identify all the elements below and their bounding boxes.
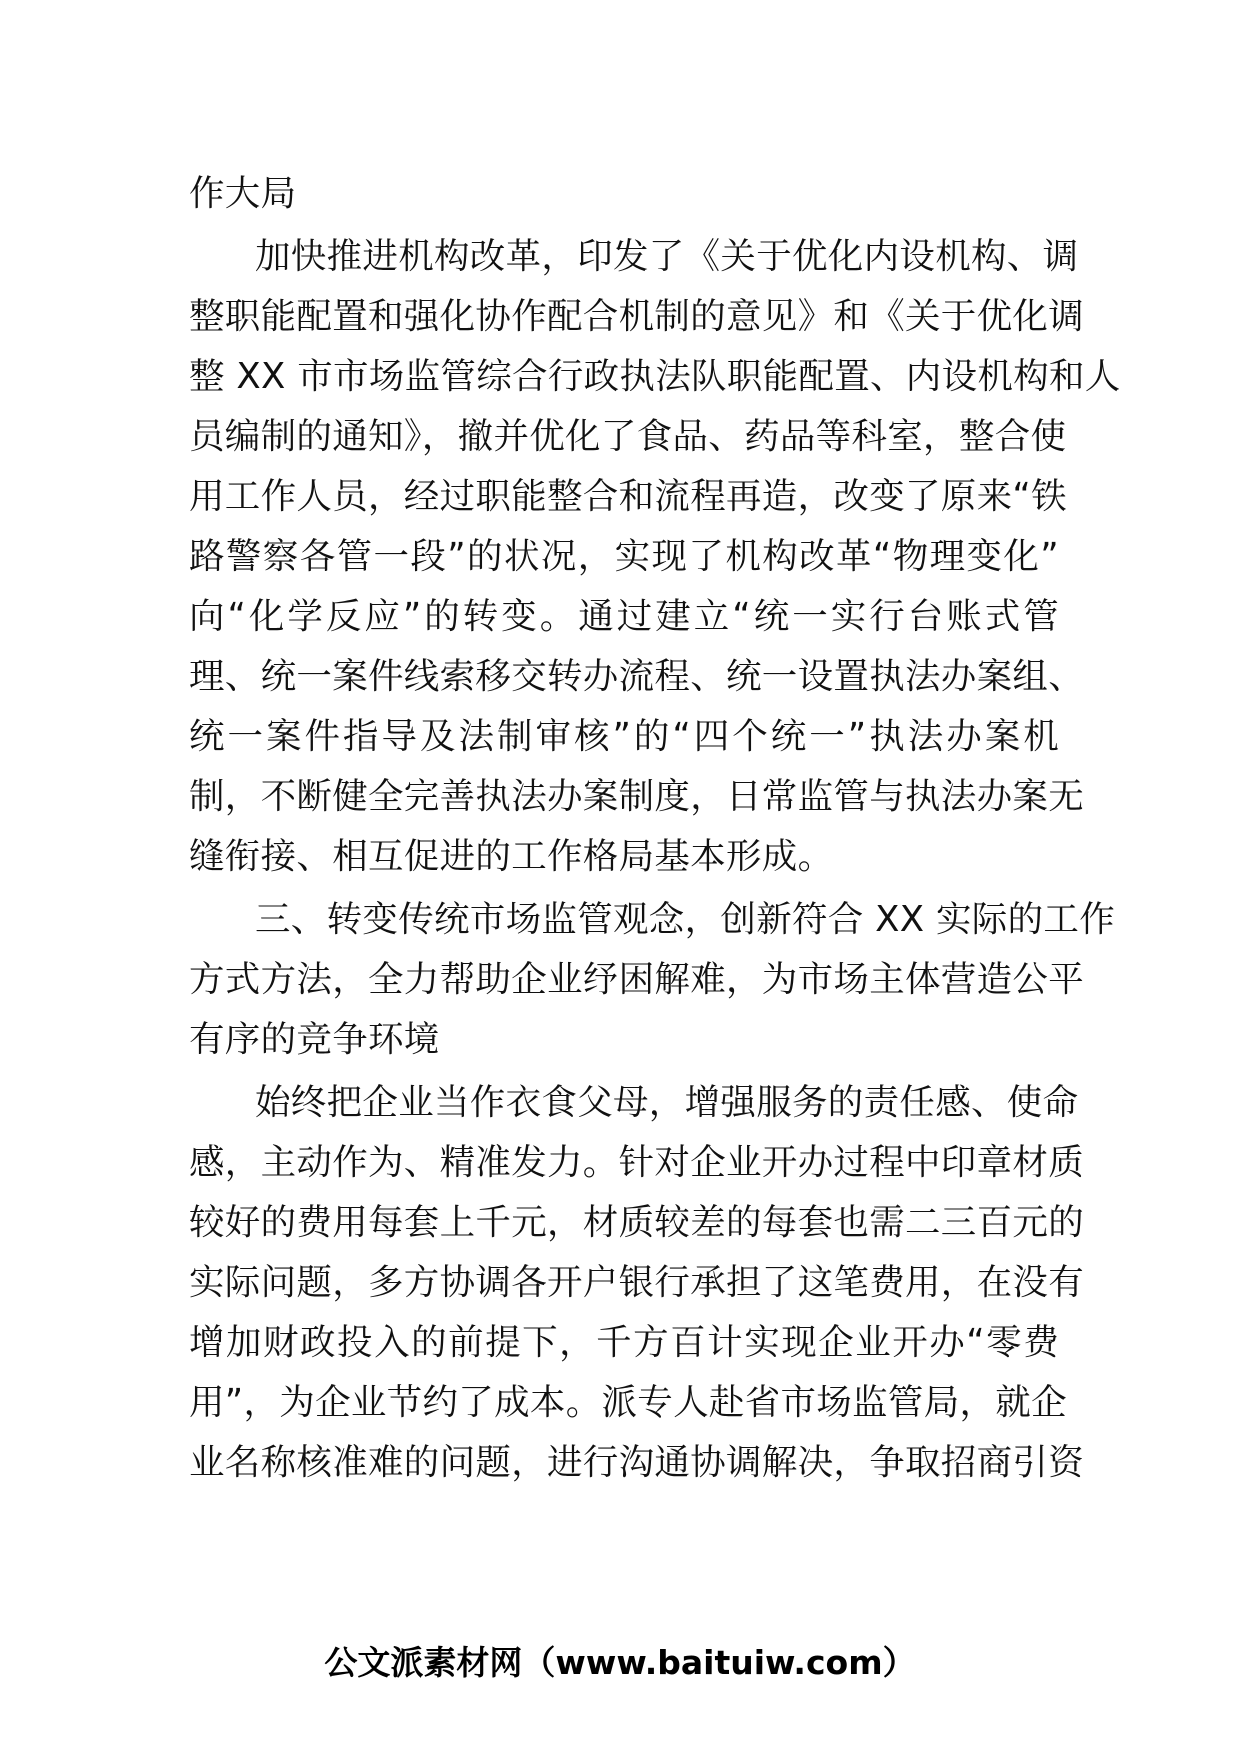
text-line: 理、统一案件线索移交转办流程、统一设置执法办案组、 [189,656,1085,697]
section-heading-line: 有序的竞争环境 [189,1019,440,1060]
text-line: 制，不断健全完善执法办案制度，日常监管与执法办案无 [189,776,1085,817]
footer-watermark: 公文派素材网（www.baituiw.com） [324,1643,916,1682]
section-heading-line: 方式方法，全力帮助企业纾困解难，为市场主体营造公平 [189,959,1085,1000]
section-heading-line: 三、转变传统市场监管观念，创新符合 XX 实际的工作 [255,899,1116,940]
text-line: 整职能配置和强化协作配合机制的意见》和《关于优化调 [189,296,1085,337]
text-line: 始终把企业当作衣食父母，增强服务的责任感、使命 [255,1082,1079,1123]
text-line: 加快推进机构改革，印发了《关于优化内设机构、调 [255,236,1079,277]
text-line: 用”，为企业节约了成本。派专人赴省市场监管局，就企 [189,1382,1067,1423]
text-line: 统一案件指导及法制审核”的“四个统一”执法办案机 [189,716,1059,757]
text-line: 路警察各管一段”的状况，实现了机构改革“物理变化” [189,536,1059,577]
text-line: 员编制的通知》，撤并优化了食品、药品等科室，整合使 [189,416,1067,457]
text-line: 增加财政投入的前提下，千方百计实现企业开办“零费 [189,1322,1059,1363]
text-line: 实际问题，多方协调各开户银行承担了这笔费用，在没有 [189,1262,1085,1303]
text-line: 整 XX 市市场监管综合行政执法队职能配置、内设机构和人 [189,356,1121,397]
text-line: 业名称核准难的问题，进行沟通协调解决，争取招商引资 [189,1442,1085,1483]
text-line: 感，主动作为、精准发力。针对企业开办过程中印章材质 [189,1142,1085,1183]
text-line: 缝衔接、相互促进的工作格局基本形成。 [189,836,834,877]
text-line: 较好的费用每套上千元，材质较差的每套也需二三百元的 [189,1202,1085,1243]
text-line: 作大局 [189,173,297,214]
text-line: 向“化学反应”的转变。通过建立“统一实行台账式管 [189,596,1059,637]
text-line: 用工作人员，经过职能整合和流程再造，改变了原来“铁 [189,476,1067,517]
